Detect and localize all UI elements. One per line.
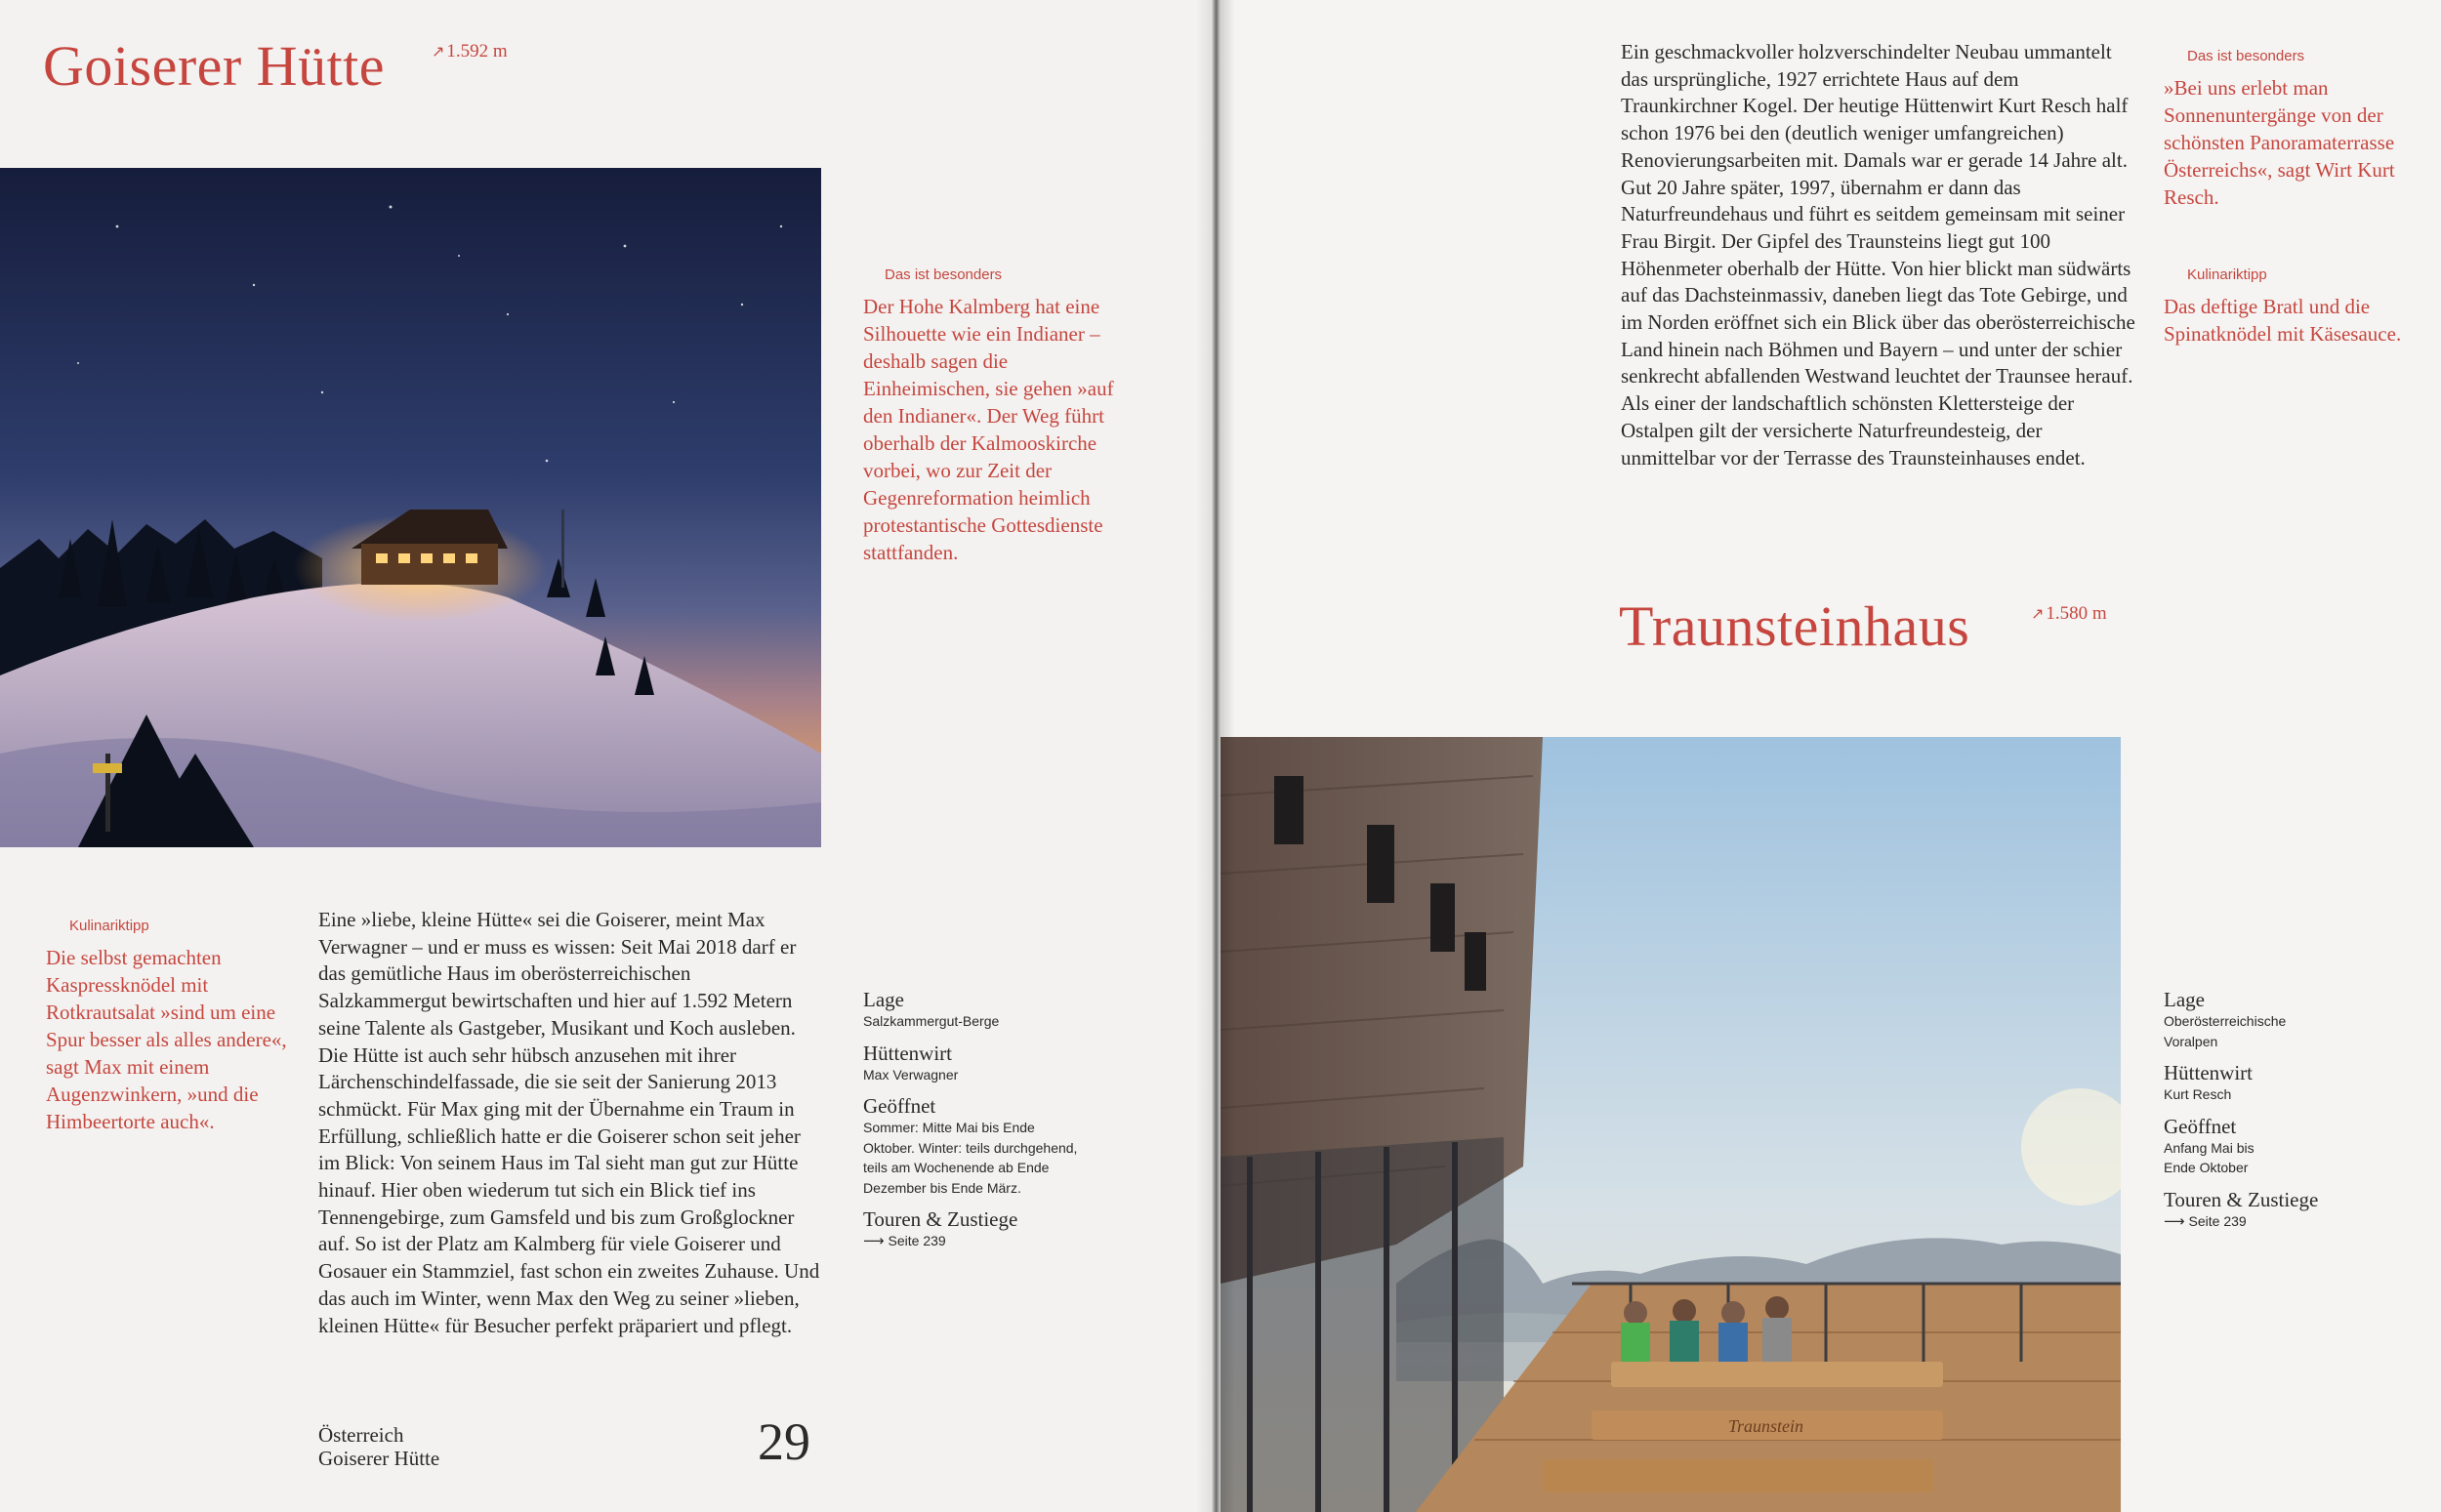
culinary-aside-traunstein — [2164, 262, 2408, 347]
culinary-text: Das deftige Bratl und die Spinatknödel mit Käsesauce. — [2164, 295, 2402, 346]
altitude-arrow-icon: ↗ — [2031, 604, 2045, 623]
culinary-heading: Kulinariktipp — [2187, 266, 2267, 283]
right-page — [1217, 0, 2441, 1512]
fact-wirt — [2164, 1061, 2398, 1105]
hut-title-traunstein: Traunsteinhaus — [1619, 594, 1970, 658]
fact-lage-label: Lage — [2164, 988, 2205, 1011]
arrow-right-icon: ⟶ — [2164, 1211, 2185, 1230]
tours-page-link[interactable] — [2164, 1211, 2398, 1231]
special-heading: Das ist besonders — [2187, 48, 2305, 64]
fact-tours — [863, 1207, 1078, 1250]
fact-lage — [2164, 988, 2398, 1051]
facts-traunstein — [2164, 988, 2398, 1241]
fact-wirt — [863, 1042, 1078, 1085]
culinary-aside-goiserer — [46, 913, 290, 1135]
tours-page-ref: Seite 239 — [888, 1233, 946, 1248]
fact-lage-value: Oberösterreichische Voralpen — [2164, 1013, 2287, 1049]
running-footer — [318, 1423, 439, 1470]
tours-page-ref: Seite 239 — [2188, 1212, 2247, 1229]
fact-open — [863, 1094, 1078, 1198]
traunstein-terrace-photo — [1220, 737, 2121, 1512]
altitude-value: 1.592 m — [446, 41, 508, 61]
special-heading: Das ist besonders — [885, 266, 1003, 283]
footer-country: Österreich — [318, 1423, 404, 1447]
page-number: 29 — [758, 1412, 810, 1471]
fact-wirt-value: Max Verwagner — [863, 1066, 959, 1083]
fact-tours — [2164, 1188, 2398, 1231]
fact-lage-label: Lage — [863, 988, 904, 1011]
special-aside-goiserer — [863, 262, 1127, 566]
fact-tours-label: Touren & Zustiege — [2164, 1187, 2319, 1211]
arrow-right-icon: ⟶ — [863, 1232, 885, 1249]
altitude-arrow-icon: ↗ — [432, 42, 445, 61]
goiserer-night-photo — [0, 168, 821, 847]
fact-open-label: Geöffnet — [863, 1094, 936, 1118]
culinary-text: Die selbst gemachten Kaspressknödel mit Rotkrautsalat »sind um eine Spur besser als alles andere«, sagt Max mit einem Augenzwinkern, »und die Himbeertorte auch«. — [46, 946, 287, 1133]
fact-lage-value: Salzkammergut-Berge — [863, 1013, 1000, 1029]
culinary-heading: Kulinariktipp — [69, 918, 149, 934]
footer-hut-name: Goiserer Hütte — [318, 1447, 440, 1470]
terrace-sign: Traunstein — [1728, 1416, 1804, 1436]
body-text-traunstein: Ein geschmackvoller holzverschindelter Neubau ummantelt das ursprüngliche, 1927 errichtete Haus auf dem Traunkirchner Kogel. Der heutige Hüttenwirt Kurt Resch half schon 1976 bei den (deutlich weniger umfangreichen) Renovierungsarbeiten mit. Damals war er gerade 14 Jahre alt. Gut 20 Jahre später, 1997, übernahm er dann das Naturfreundehaus und führt es seitdem gemeinsam mit seiner Frau Birgit. Der Gipfel des Traunsteins liegt gut 100 Höhenmeter oberhalb der Hütte. Von hier blickt man südwärts auf das Dachsteinmassiv, daneben liegt das Tote Gebirge, und im Norden eröffnet sich ein Blick über das oberösterreichische Land hinein nach Böhmen und Bayern – und unter der schier senkrecht abfallenden Westwand leuchtet der Traunsee herauf. Als einer der landschaftlich schönsten Klettersteige der Ostalpen gilt der versicherte Naturfreundesteig, der unmittelbar vor der Terrasse des Traunsteinhauses endet. — [1621, 40, 2135, 470]
fact-open-value: Sommer: Mitte Mai bis Ende Oktober. Winter: teils durchgehend, teils am Wochenende ab Ende Dezember bis Ende März. — [863, 1120, 1078, 1196]
altitude-traunstein — [2031, 603, 2107, 625]
facts-goiserer — [863, 988, 1078, 1260]
altitude-goiserer — [432, 41, 508, 62]
fact-wirt-label: Hüttenwirt — [2164, 1061, 2253, 1084]
fact-lage — [863, 988, 1078, 1032]
fact-open-label: Geöffnet — [2164, 1114, 2237, 1138]
special-aside-traunstein — [2164, 43, 2408, 211]
fact-wirt-value: Kurt Resch — [2164, 1086, 2232, 1102]
left-page — [0, 0, 1213, 1512]
special-text: Der Hohe Kalmberg hat eine Silhouette wie ein Indianer – deshalb sagen die Einheimischen, sie gehen »auf den Indianer«. Der Weg führt oberhalb der Kalmooskirche vorbei, wo zur Zeit der Gegenreformation heimlich protestantische Gottesdienste stattfanden. — [863, 295, 1114, 564]
altitude-value: 1.580 m — [2046, 603, 2107, 624]
body-text-goiserer: Eine »liebe, kleine Hütte« sei die Goiserer, meint Max Verwagner – und er muss es wissen: Seit Mai 2018 darf er das gemütliche Haus im oberösterreichischen Salzkammergut bewirtschaften und hier auf 1.592 Metern seine Talente als Gastgeber, Musikant und Koch ausleben. Die Hütte ist auch sehr hübsch anzusehen mit ihrer Lärchenschindelfassade, die sie seit der Sanierung 2013 schmückt. Für Max ging mit der Übernahme ein Traum in Erfüllung, schließlich hatte er die Goiserer schon seit jeher im Blick: Von seinem Haus im Tal sieht man gut zur Hütte hinauf. Hier oben wiederum tut sich ein Blick tief ins Tennengebirge, zum Gamsfeld und bis zum Großglockner auf. So ist der Platz am Kalmberg für viele Goiserer und Gosauer ein Stammziel, fast schon ein zweites Zuhause. Und das auch im Winter, wenn Max den Weg zu seiner »lieben, kleinen Hütte« für Besucher perfekt präpariert und pflegt. — [318, 908, 820, 1337]
special-text: »Bei uns erlebt man Sonnenuntergänge von der schönsten Panoramaterrasse Österreichs«, sagt Wirt Kurt Resch. — [2164, 76, 2395, 209]
tours-page-link[interactable] — [863, 1231, 1078, 1250]
fact-wirt-label: Hüttenwirt — [863, 1041, 952, 1065]
fact-open-value: Anfang Mai bis Ende Oktober — [2164, 1139, 2255, 1175]
hut-title-goiserer: Goiserer Hütte — [43, 34, 386, 98]
fact-open — [2164, 1115, 2398, 1178]
fact-tours-label: Touren & Zustiege — [863, 1207, 1018, 1231]
